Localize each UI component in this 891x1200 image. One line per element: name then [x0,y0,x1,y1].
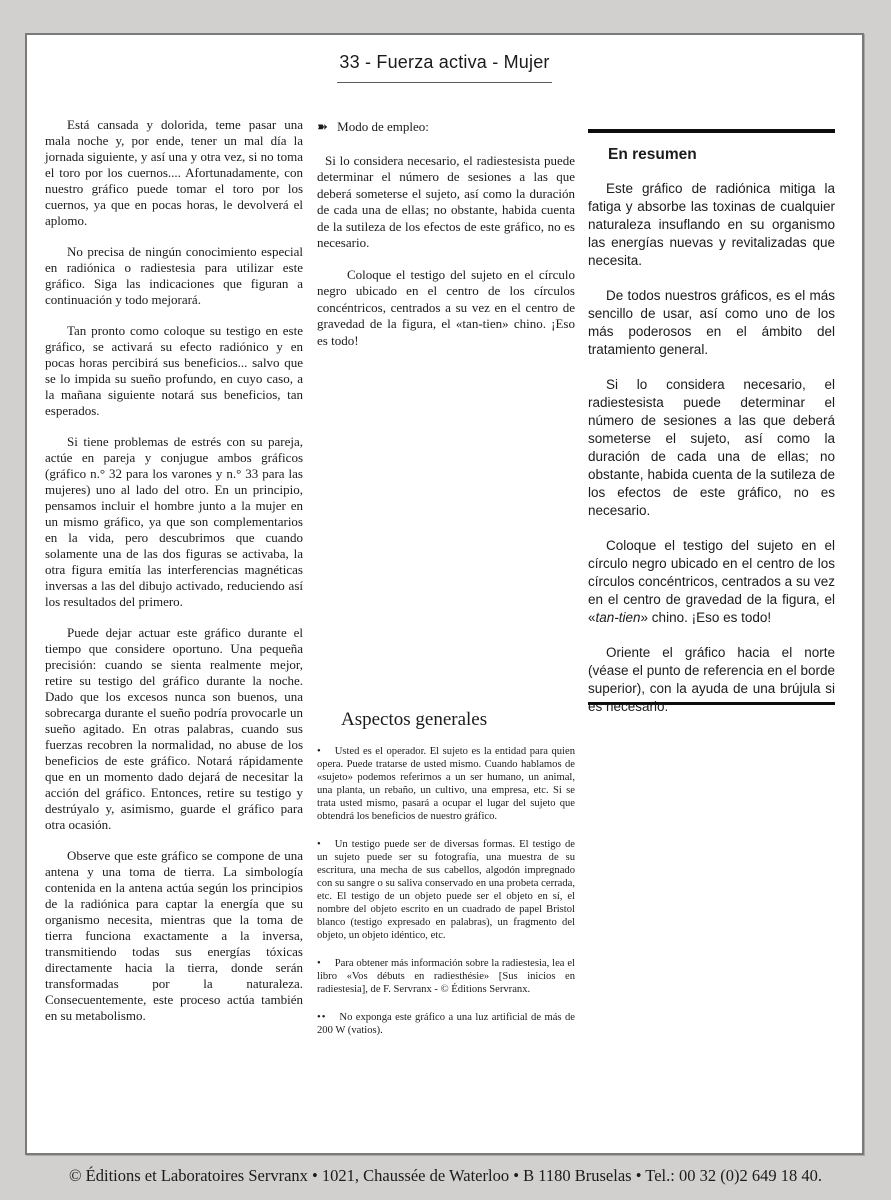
summary-paragraph-5: Oriente el gráfico hacia el norte (véase el punto de referencia en el borde superior), con la ayuda de una brújula si es necesario. [588,645,835,714]
usage-paragraph-2: Coloque el testigo del sujeto en el círculo negro ubicado en el centro de los círculos concéntricos, centrados a su vez en el centro de gravedad de la figura, el «tan-tien» chino. ¡Eso es todo! [317,266,575,348]
general-bullet-3 [317,957,575,996]
left-paragraph-2: No precisa de ningún conocimiento especial en radiónica o radiestesia para utilizar este gráfico. Siga las indicaciones que figuran a continuación y todo mejorará. [45,244,303,307]
tan-tien-post: » chino. ¡Eso es todo! [640,610,772,625]
double-bullet-marker: •• [317,1012,327,1023]
bullet-text: Un testigo puede ser de diversas formas. El testigo de un sujeto puede ser su fotografía, una muestra de su escritura, una mecha de sus cabellos, algodón impregnado con su sangre o su saliva conservado en una probeta cerrada, etc. El testigo de un objeto puede ser el objeto en sí, el nombre del objeto escrito en un cuadrado de papel Bristol blanco (testigo expresado en palabras), un fragmento del objeto, un objeto idéntico, etc. [317,839,575,941]
footer-imprint: © Éditions et Laboratoires Servranx • 1021, Chaussée de Waterloo • B 1180 Bruselas • Tel.: 00 32 (0)2 649 18 40. [69,1166,822,1185]
bullet-text: No exponga este gráfico a una luz artificial de más de 200 W (vatios). [317,1012,575,1036]
summary-heading: En resumen [608,146,697,163]
left-paragraph-5: Puede dejar actuar este gráfico durante el tiempo que considere oportuno. Una pequeña precisión: cuando se sienta realmente mejor, retire su testigo del gráfico durante la noche. Dado que los excesos nunca son buenos, una sobrecarga durante el sueño podría provocarle un sueño agitado. En otras palabras, cuando sus fuerzas recobren la normalidad, no abuse de los beneficios de este gráfico. Notará rápidamente que en un momento dado dejará de necesitar la acción del gráfico. Entonces, retire su testigo y destrúyalo y, asimismo, guarde el gráfico para otra ocasión. [45,625,303,832]
bullet-text: Usted es el operador. El sujeto es la entidad para quien opera. Puede tratarse de usted mismo. Cuando hablamos de «sujeto» podemos referirnos a un ser humano, un animal, una planta, un rebaño, un cultivo, una empresa, etc. Si se trata usted mismo, pasará a ocupar el lugar del sujeto que obtendrá los beneficios de nuestro gráfico. [317,746,575,822]
summary-section [588,129,835,714]
bullet-marker: • [317,839,322,850]
left-paragraph-3: Tan pronto como coloque su testigo en este gráfico, se activará su efecto radiónico y en pocas horas percibirá sus beneficios... salvo que se lo impida su sueño profundo, en cuyo caso, a la mañana siguiente notará sus beneficios, tan esperados. [45,323,303,418]
bullet-marker: • [317,746,322,757]
tan-tien-italic: tan-tien [595,610,641,625]
usage-section [317,119,575,364]
left-paragraph-4: Si tiene problemas de estrés con su pareja, actúe en pareja y conjugue ambos gráficos (gráfico n.° 32 para los varones y n.° 33 para las mujeres) uno al lado del otro. En un principio, pensamos incluir el hombre junto a la mujer en un mismo gráfico, ya que son complementarios en la vida, pero descubrimos que cuando solamente una de las dos figuras se activaba, la otra figura emitía las interferencias magnéticas inversas a las del dibujo activado, reduciendo así los resultados del primero. [45,434,303,609]
left-paragraph-1: Está cansada y dolorida, teme pasar una mala noche y, por ende, tener un mal día la jornada siguiente, y así una y otra vez, si no toma el toro por los cuernos.... Afortunadamente, con nuestro gráfico puede tomar el toro por los cuernos, ya que en pocas horas, le devolverá el aplomo. [45,117,303,228]
general-aspects-heading: Aspectos generales [341,709,488,730]
page-title-wrap [27,52,862,83]
left-column [45,117,303,1039]
usage-heading-label: Modo de empleo: [337,119,429,134]
general-bullet-2 [317,838,575,942]
left-paragraph-6: Observe que este gráfico se compone de una antena y una toma de tierra. La simbología contenida en la antena actúa según los principios de la radiónica para captar la energía que su organismo necesita, mientras que la toma de tierra funciona exactamente a la inversa, transmitiendo todas sus energías tóxicas directamente hacia la tierra, donde serán transformadas por la naturaleza. Consecuentemente, este proceso actúa también en su metabolismo. [45,848,303,1023]
general-bullet-4 [317,1011,575,1037]
tan-tien-pre: Coloque el testigo del sujeto en el círculo negro ubicado en el centro de los círculos concéntricos, centrados a su vez en el centro de gravedad de la figura, el « [588,538,835,625]
summary-paragraph-4 [588,537,835,627]
document-page [25,33,864,1155]
bullet-text: Para obtener más información sobre la radiestesia, lea el libro «Vos débuts en radiesthésie» [Sus inicios en radiestesia], de F. Servranx - © Éditions Servranx. [317,958,575,995]
summary-paragraph-1: Este gráfico de radiónica mitiga la fatiga y absorbe las toxinas de cualquier naturaleza insuflando en su organismo las energías nuevas y revitalizadas que necesita. [588,181,835,268]
wedge-arrow-icon: ➽ [317,120,328,135]
general-aspects-section [317,709,575,1052]
summary-paragraph-2: De todos nuestros gráficos, es el más sencillo de usar, así como uno de los más poderosos en el ámbito del tratamiento general. [588,288,835,357]
summary-paragraph-3: Si lo considera necesario, el radiestesista puede determinar el número de sesiones a las que deberá someterse el sujeto, así como la duración de cada una de ellas; no obstante, habida cuenta de la sutileza de los efectos de este gráfico, no es necesario. [588,377,835,518]
bullet-marker: • [317,958,322,969]
page-title: 33 - Fuerza activa - Mujer [337,52,551,83]
general-bullet-1 [317,745,575,823]
usage-paragraph-1: Si lo considera necesario, el radiestesista puede determinar el número de sesiones a las que deberá someterse el sujeto, así como la duración de cada una de ellas; no obstante, habida cuenta de la sutileza de los efectos de este gráfico, no es necesario. [317,152,575,250]
usage-heading [317,119,575,137]
